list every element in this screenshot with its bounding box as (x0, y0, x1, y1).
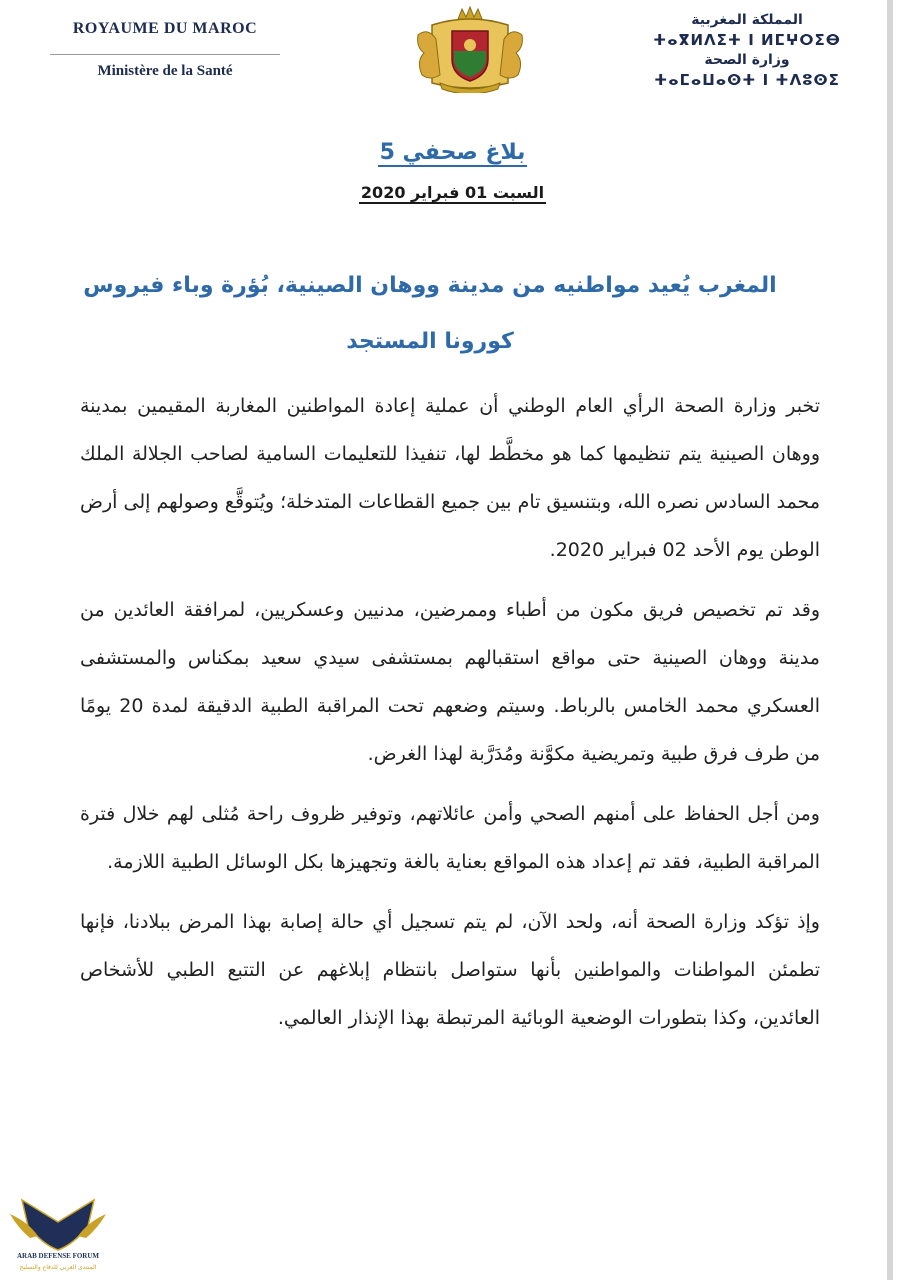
kingdom-name-fr: ROYAUME DU MAROC (72, 20, 258, 37)
header-divider (50, 54, 280, 55)
press-release-title (0, 140, 905, 165)
ministry-name-fr: Ministère de la Santé (97, 63, 233, 79)
press-release-body (80, 382, 820, 1054)
header-right (637, 10, 857, 90)
watermark-name: ARAB DEFENSE FORUM (16, 1252, 100, 1260)
coat-of-arms-icon (410, 5, 530, 93)
ministry-name-tifinagh: ⵜⴰⵎⴰⵡⴰⵙⵜ ⵏ ⵜⴷⵓⵙⵉ (654, 71, 840, 89)
kingdom-name-tifinagh: ⵜⴰⴳⵍⴷⵉⵜ ⵏ ⵍⵎⵖⵔⵉⴱ (653, 31, 841, 49)
forum-watermark-logo (8, 1192, 108, 1276)
kingdom-name-ar: المملكة المغربية (691, 12, 803, 28)
paragraph: تخبر وزارة الصحة الرأي العام الوطني أن عملية إعادة المواطنين المغاربة المقيمين بمدينة ووهان الصينية يتم تنظيمها كما هو مخطَّط لها، تنفيذا للتعليمات السامية لصاحب الجلالة الملك محمد السادس نصره الله، وبتنسيق تام بين جميع القطاعات المتدخلة؛ ويُتوقَّع وصولهم إلى أرض الوطن يوم الأحد 02 فبراير 2020. (80, 395, 820, 561)
watermark-arabic: المنتدى العربي للدفاع والتسليح (19, 1264, 97, 1271)
header-left (20, 20, 310, 80)
press-release-date (0, 183, 905, 202)
ministry-name-ar: وزارة الصحة (704, 52, 790, 68)
paragraph: وإذ تؤكد وزارة الصحة أنه، ولحد الآن، لم يتم تسجيل أي حالة إصابة بهذا المرض ببلادنا، فإنها تطمئن المواطنات والمواطنين بأنها ستواصل بانتظام إبلاغهم عن التتبع الطبي للأشخاص العائدين، وكذا بتطورات الوضعية الوبائية المرتبطة بهذا الإنذار العالمي. (80, 911, 820, 1029)
paragraph: ومن أجل الحفاظ على أمنهم الصحي وأمن عائلاتهم، وتوفير ظروف راحة مُثلى لهم خلال فترة المراقبة الطبية، فقد تم إعداد هذه المواقع بعناية بالغة وتجهيزها بكل الوسائل الطبية اللازمة. (80, 803, 820, 873)
press-release-date-text: السبت 01 فبراير 2020 (360, 183, 545, 202)
watermark-mark: DA (51, 1238, 65, 1248)
press-release-headline: المغرب يُعيد مواطنيه من مدينة ووهان الصينية، بُؤرة وباء فيروس كورونا المستجد (83, 273, 777, 354)
paragraph: وقد تم تخصيص فريق مكون من أطباء وممرضين، مدنيين وعسكريين، لمرافقة العائدين من مدينة ووهان الصينية حتى مواقع استقبالهم بمستشفى سيدي سعيد بمكناس والمستشفى العسكري محمد الخامس بالرباط. وسيتم وضعهم تحت المراقبة الطبية الدقيقة لمدة 20 يومًا من طرف فرق طبية وتمريضية مكوَّنة ومُدَرَّبة لهذا الغرض. (80, 599, 820, 765)
press-release-title-text: بلاغ صحفي 5 (379, 140, 526, 165)
